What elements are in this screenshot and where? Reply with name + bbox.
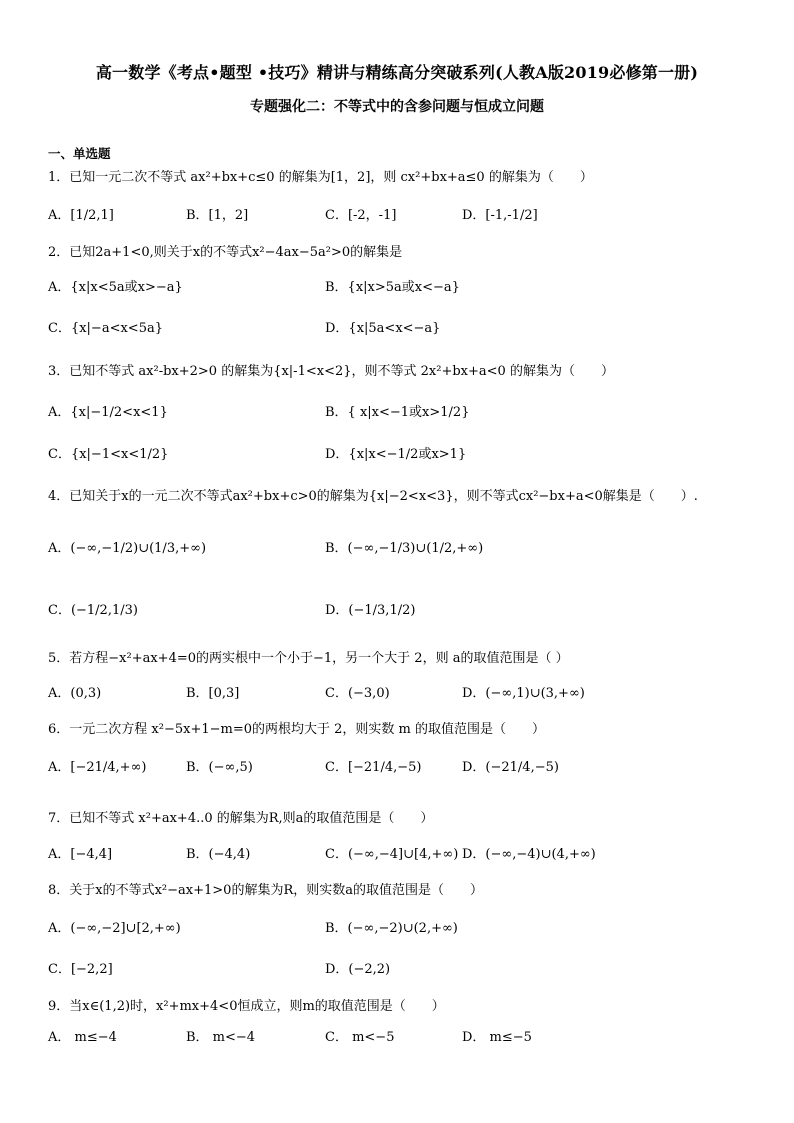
question-3-stem: 3．已知不等式 ax²-bx+2>0 的解集为{x|-1<x<2}，则不等式 2x²+bx+a<0 的解集为（ ） (48, 364, 614, 379)
question-3-option-b: B．{ x|x<−1或x>1/2} (325, 405, 470, 420)
question-5-option-d: D．(−∞,1)∪(3,+∞) (462, 686, 585, 701)
question-7-option-c: C．(−∞,−4]∪[4,+∞) (325, 847, 459, 862)
question-7-option-b: B．(−4,4) (186, 847, 251, 862)
question-8-option-d: D．(−2,2) (325, 962, 391, 977)
question-4-option-b: B．(−∞,−1/3)∪(1/2,+∞) (325, 541, 484, 556)
question-1-stem: 1．已知一元二次不等式 ax²+bx+c≤0 的解集为[1，2]，则 cx²+bx+a≤0 的解集为（ ） (48, 170, 593, 185)
question-6-stem: 6．一元二次方程 x²−5x+1−m=0的两根均大于 2，则实数 m 的取值范围是（ ） (48, 722, 545, 737)
question-5-option-a: A．(0,3) (48, 686, 102, 701)
question-2-option-a: A．{x|x<5a或x>−a} (48, 280, 183, 295)
question-9-stem: 9．当x∈(1,2)时，x²+mx+4<0恒成立，则m的取值范围是（ ） (48, 999, 445, 1014)
question-2-option-b: B．{x|x>5a或x<−a} (325, 280, 460, 295)
question-6-option-b: B．(−∞,5) (186, 760, 253, 775)
question-4-option-d: D．(−1/3,1/2) (325, 603, 416, 618)
question-2-stem: 2．已知2a+1<0,则关于x的不等式x²−4ax−5a²>0的解集是 (48, 245, 403, 260)
question-1-option-a: A．[1/2,1] (48, 208, 114, 223)
question-8-option-b: B．(−∞,−2)∪(2,+∞) (325, 921, 458, 936)
question-2-option-c: C．{x|−a<x<5a} (48, 321, 163, 336)
question-4-option-a: A．(−∞,−1/2)∪(1/3,+∞) (48, 541, 207, 556)
section-heading: 一、单选题 (48, 146, 111, 161)
question-5-option-b: B．[0,3] (186, 686, 240, 701)
question-1-option-b: B．[1，2] (186, 208, 249, 223)
question-7-option-d: D．(−∞,−4)∪(4,+∞) (462, 847, 596, 862)
question-1-option-c: C．[-2，-1] (325, 208, 397, 223)
question-1-option-d: D．[-1,-1/2] (462, 208, 538, 223)
question-6-option-d: D．(−21/4,−5) (462, 760, 559, 775)
question-6-option-a: A．[−21/4,+∞) (48, 760, 147, 775)
question-8-stem: 8．关于x的不等式x²−ax+1>0的解集为R，则实数a的取值范围是（ ） (48, 883, 483, 898)
question-5-stem: 5．若方程−x²+ax+4=0的两实根中一个小于−1，另一个大于 2，则 a的取值范围是（ ） (48, 651, 569, 666)
question-5-option-c: C．(−3,0) (325, 686, 390, 701)
question-7-option-a: A．[−4,4] (48, 847, 113, 862)
question-3-option-a: A．{x|−1/2<x<1} (48, 405, 168, 420)
question-2-option-d: D．{x|5a<x<−a} (325, 321, 441, 336)
question-4-stem: 4．已知关于x的一元二次不等式ax²+bx+c>0的解集为{x|−2<x<3}，则不等式cx²−bx+a<0解集是（ ）. (48, 489, 698, 504)
question-8-option-a: A．(−∞,−2]∪[2,+∞) (48, 921, 181, 936)
question-4-option-c: C．(−1/2,1/3) (48, 603, 138, 618)
question-3-option-c: C．{x|−1<x<1/2} (48, 447, 169, 462)
question-9-option-a: A． m≤−4 (48, 1030, 117, 1045)
question-9-option-d: D． m≤−5 (462, 1030, 532, 1045)
document-title: 高一数学《考点•题型 •技巧》精讲与精练高分突破系列(人教A版2019必修第一册) (95, 63, 699, 82)
question-9-option-c: C． m<−5 (325, 1030, 395, 1045)
question-9-option-b: B． m<−4 (186, 1030, 256, 1045)
document-subtitle: 专题强化二：不等式中的含参问题与恒成立问题 (250, 99, 544, 115)
question-7-stem: 7．已知不等式 x²+ax+4..0 的解集为R,则a的取值范围是（ ） (48, 811, 434, 826)
question-8-option-c: C．[−2,2] (48, 962, 113, 977)
question-6-option-c: C．[−21/4,−5) (325, 760, 422, 775)
question-3-option-d: D．{x|x<−1/2或x>1} (325, 447, 467, 462)
